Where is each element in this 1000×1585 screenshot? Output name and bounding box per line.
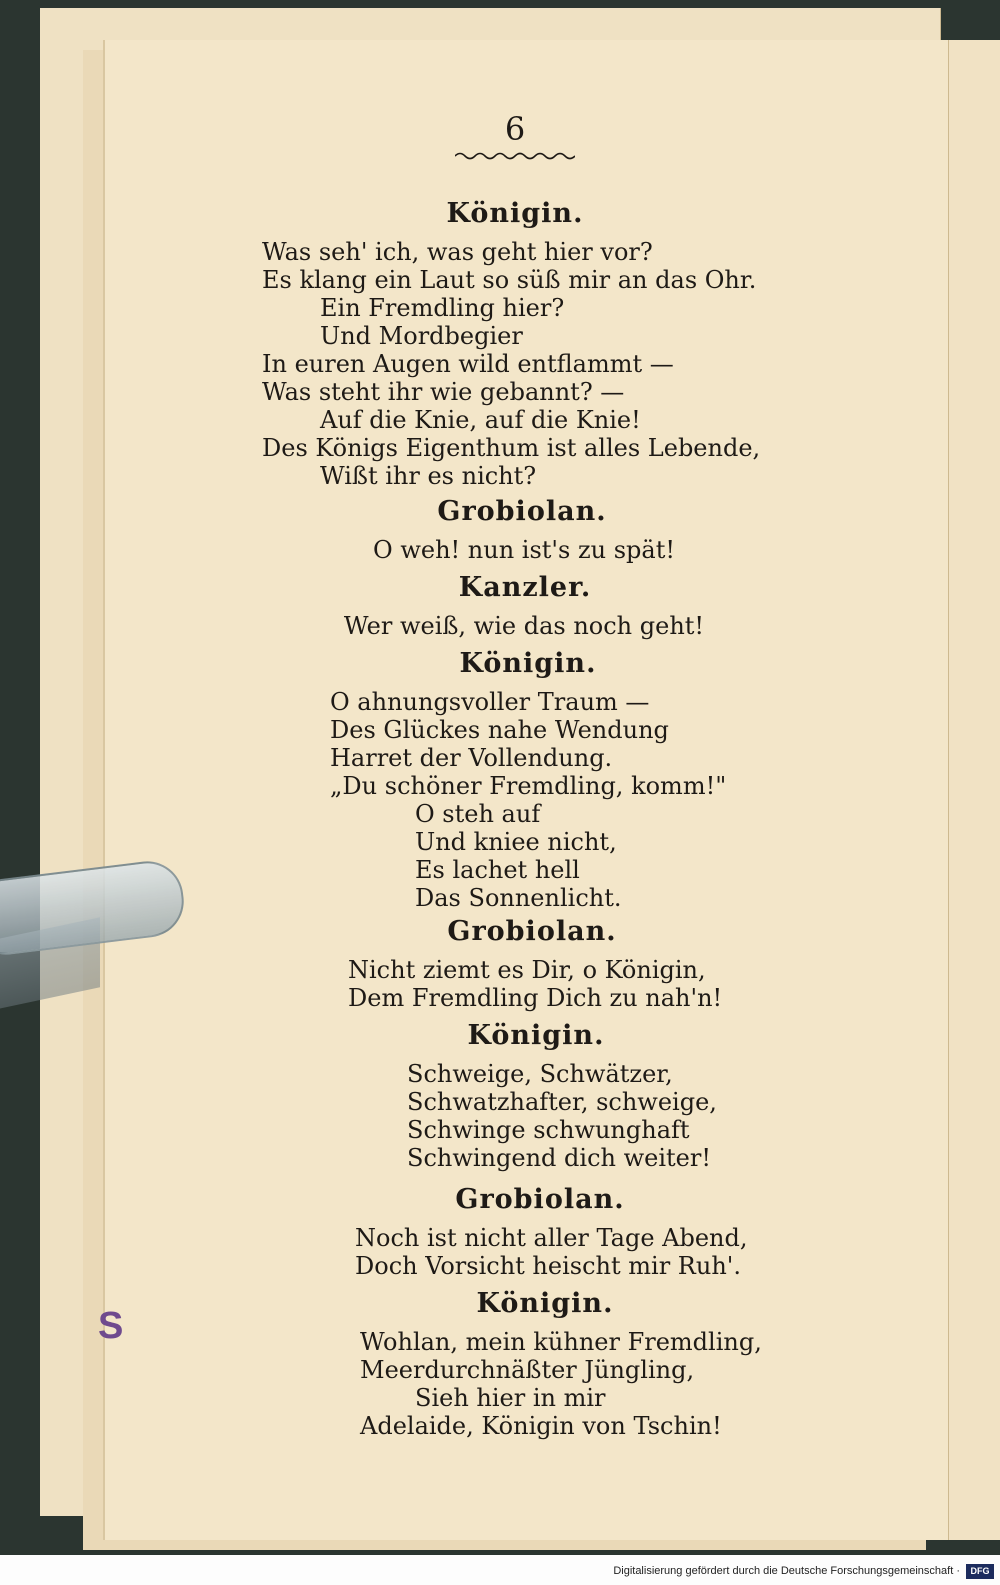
- verse-line: Auf die Knie, auf die Knie!: [320, 406, 641, 434]
- verse-line: Das Sonnenlicht.: [415, 884, 622, 912]
- speaker-heading: Kanzler.: [458, 572, 592, 603]
- verse-line: Es lachet hell: [415, 856, 580, 884]
- verse-line: Es klang ein Laut so süß mir an das Ohr.: [262, 266, 757, 294]
- digitization-credit: Digitalisierung gefördert durch die Deutsche Forschungsgemeinschaft ·: [613, 1565, 960, 1577]
- dfg-logo: DFG: [966, 1564, 994, 1579]
- verse-line: „Du schöner Fremdling, komm!": [330, 772, 727, 800]
- verse-line: Doch Vorsicht heischt mir Ruh'.: [355, 1252, 742, 1280]
- speaker-heading: Grobiolan.: [455, 1184, 625, 1215]
- verse-line: Schwinge schwunghaft: [407, 1116, 690, 1144]
- verse-line: Und Mordbegier: [320, 322, 523, 350]
- verse-line: Wohlan, mein kühner Fremdling,: [360, 1328, 762, 1356]
- speaker-heading: Königin.: [476, 1288, 614, 1319]
- verse-line: Nicht ziemt es Dir, o Königin,: [348, 956, 706, 984]
- speaker-heading: Königin.: [446, 198, 584, 229]
- verse-line: Dem Fremdling Dich zu nah'n!: [348, 984, 723, 1012]
- verse-line: Des Königs Eigenthum ist alles Lebende,: [262, 434, 761, 462]
- verse-line: Was steht ihr wie gebannt? —: [262, 378, 625, 406]
- verse-line: In euren Augen wild entflammt —: [262, 350, 674, 378]
- library-stamp: S: [98, 1305, 124, 1347]
- verse-line: Wißt ihr es nicht?: [320, 462, 537, 490]
- verse-line: O ahnungsvoller Traum —: [330, 688, 650, 716]
- verse-line: Schwingend dich weiter!: [407, 1144, 711, 1172]
- verse-line: Schweige, Schwätzer,: [407, 1060, 673, 1088]
- verse-line: Meerdurchnäßter Jüngling,: [360, 1356, 695, 1384]
- verse-line: Des Glückes nahe Wendung: [330, 716, 669, 744]
- verse-line: O weh! nun ist's zu spät!: [373, 536, 675, 564]
- verse-line: Was seh' ich, was geht hier vor?: [262, 238, 653, 266]
- wavy-rule-ornament: [455, 150, 575, 162]
- verse-line: Und kniee nicht,: [415, 828, 617, 856]
- verse-line: Noch ist nicht aller Tage Abend,: [355, 1224, 748, 1252]
- speaker-heading: Grobiolan.: [437, 496, 607, 527]
- speaker-heading: Grobiolan.: [447, 916, 617, 947]
- verse-line: O steh auf: [415, 800, 541, 828]
- verse-line: Harret der Vollendung.: [330, 744, 613, 772]
- page-number: 6: [504, 110, 526, 148]
- footer-bar: [0, 1555, 1000, 1585]
- verse-line: Adelaide, Königin von Tschin!: [360, 1412, 722, 1440]
- verse-line: Sieh hier in mir: [415, 1384, 606, 1412]
- verse-line: Schwatzhafter, schweige,: [407, 1088, 717, 1116]
- speaker-heading: Königin.: [459, 648, 597, 679]
- verse-line: Ein Fremdling hier?: [320, 294, 565, 322]
- verse-line: Wer weiß, wie das noch geht!: [343, 612, 705, 640]
- speaker-heading: Königin.: [467, 1020, 605, 1051]
